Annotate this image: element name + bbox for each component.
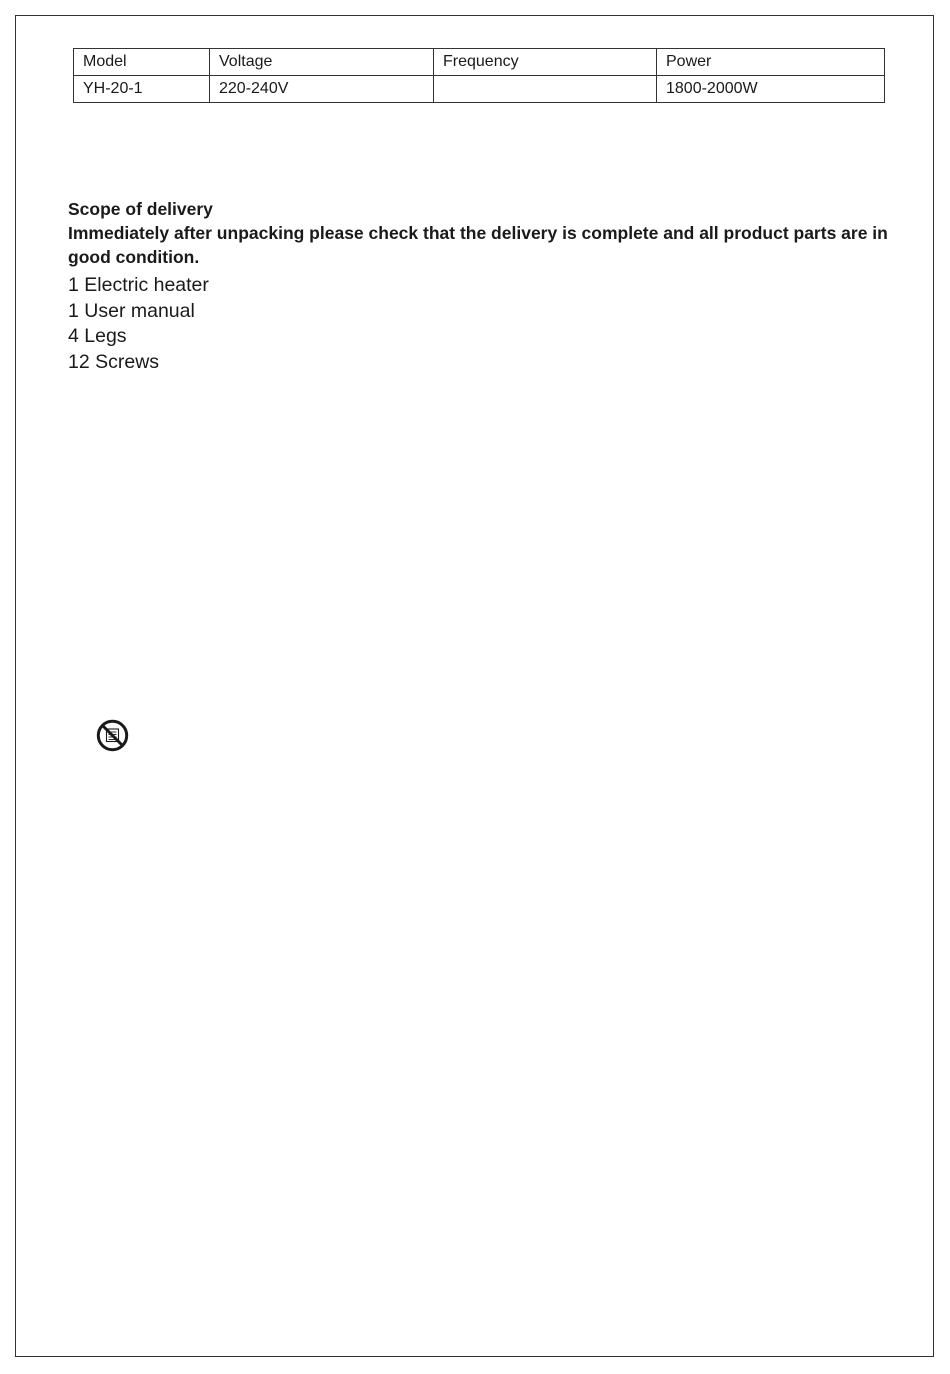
list-item: 1 User manual bbox=[68, 299, 195, 322]
list-item: 12 Screws bbox=[68, 350, 160, 373]
spec-table-header-row bbox=[74, 49, 885, 76]
list-item: 1 Electric heater bbox=[68, 274, 209, 296]
cell-voltage: 220-240V bbox=[210, 76, 434, 103]
delivery-list bbox=[68, 273, 888, 375]
list-item: 4 Legs bbox=[68, 325, 127, 347]
section-title: Scope of delivery bbox=[68, 199, 213, 219]
cell-power: 1800-2000W bbox=[657, 76, 885, 103]
do-not-cover-icon bbox=[96, 719, 129, 752]
header-model: Model bbox=[74, 49, 210, 76]
cell-model: YH-20-1 bbox=[74, 76, 210, 103]
unpacking-notice: Immediately after unpacking please check that the delivery is complete and all product parts are in good condition. bbox=[68, 223, 888, 267]
spec-table-row bbox=[74, 76, 885, 103]
cell-frequency bbox=[434, 76, 657, 103]
header-frequency: Frequency bbox=[434, 49, 657, 76]
header-power: Power bbox=[657, 49, 885, 76]
header-voltage: Voltage bbox=[210, 49, 434, 76]
spec-table bbox=[73, 48, 885, 103]
scope-of-delivery-section bbox=[68, 197, 888, 375]
